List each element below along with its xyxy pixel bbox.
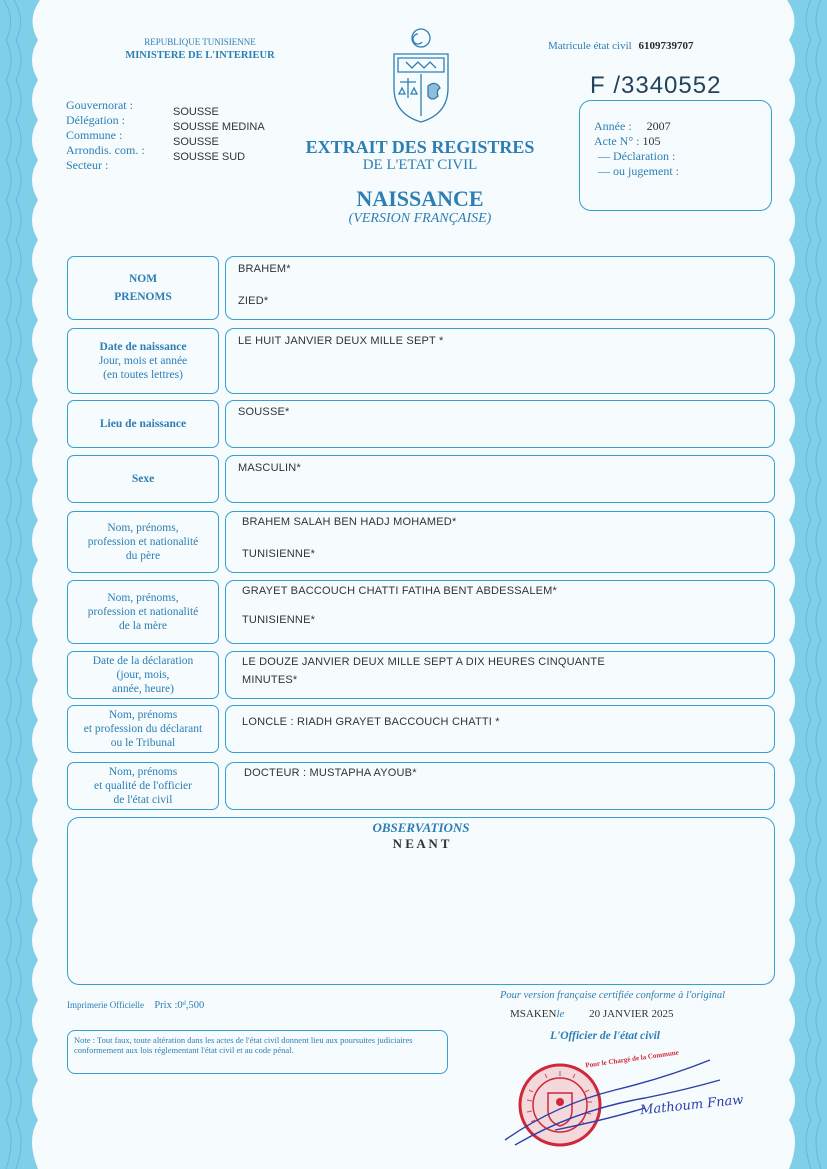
admin-values: [173, 105, 265, 165]
date-value: LE HUIT JANVIER DEUX MILLE SEPT *: [238, 335, 444, 347]
sexe-label-box: [67, 455, 219, 503]
title-line1: EXTRAIT DES REGISTRES: [305, 137, 535, 157]
mere-label-box: [67, 580, 219, 644]
nom-label: NOM: [128, 273, 158, 285]
certification-date: 20 JANVIER 2025: [589, 1008, 674, 1020]
declarant-label-2: et profession du déclarant: [83, 723, 203, 735]
acte-value: 105: [642, 134, 661, 148]
pere-label-1: Nom, prénoms,: [107, 522, 179, 534]
declarant-label-3: ou le Tribunal: [110, 737, 176, 749]
sexe-value-box: [225, 455, 775, 503]
lieu-value: SOUSSE*: [238, 406, 290, 418]
right-decorative-border: [787, 0, 827, 1169]
pere-value-2: TUNISIENNE*: [242, 548, 316, 560]
mere-label-3: de la mère: [119, 620, 167, 632]
annee-label: Année :: [594, 119, 632, 133]
officier-label-2: et qualité de l'officier: [94, 780, 192, 792]
declaration-label: — Déclaration :: [598, 149, 676, 163]
annee-value: 2007: [646, 119, 671, 133]
admin-labels: [66, 98, 145, 173]
observations-title: OBSERVATIONS: [372, 820, 470, 835]
delegation-value: SOUSSE MEDINA: [173, 121, 265, 133]
date-naissance-label: [67, 328, 219, 394]
nom-prenoms-value: [225, 256, 775, 320]
sexe-label: Sexe: [131, 473, 155, 485]
pere-label-box: [67, 511, 219, 573]
document-title: [280, 137, 560, 227]
matricule-value: 6109739707: [638, 40, 694, 52]
officier-label-box: [67, 762, 219, 810]
title-main: NAISSANCE: [356, 186, 484, 211]
republic-label: REPUBLIQUE TUNISIENNE: [144, 37, 256, 47]
prix-label: Prix :0ᵈ,500: [154, 1000, 205, 1011]
signature-text: Mathoum Fnaw: [639, 1092, 745, 1119]
header-ministry: [100, 36, 300, 62]
officier-label-3: de l'état civil: [113, 794, 173, 806]
decl-value-2: MINUTES*: [242, 674, 298, 686]
declarant-value: LONCLE : RIADH GRAYET BACCOUCH CHATTI *: [242, 716, 500, 728]
observations-value: N E A N T: [392, 836, 450, 851]
title-version: (VERSION FRANÇAISE): [348, 211, 492, 226]
date-label-2: Jour, mois et année: [98, 355, 188, 367]
pere-value-1: BRAHEM SALAH BEN HADJ MOHAMED*: [242, 516, 457, 528]
gouvernorat-value: SOUSSE: [173, 106, 219, 118]
lieu-naissance-value: [225, 400, 775, 448]
lieu-naissance-label: [67, 400, 219, 448]
commune-value: SOUSSE: [173, 136, 219, 148]
delegation-label: Délégation :: [66, 113, 125, 127]
nom-value: BRAHEM*: [238, 263, 291, 275]
le-label: le: [556, 1008, 565, 1020]
date-naissance-value: [225, 328, 775, 394]
mere-value-box: [225, 580, 775, 644]
acte-box: [579, 100, 772, 211]
mere-value-1: GRAYET BACCOUCH CHATTI FATIHA BENT ABDESSALEM*: [242, 585, 558, 597]
footer-printing: [67, 1000, 204, 1011]
decl-label-3: année, heure): [112, 683, 174, 695]
officier-value-box: [225, 762, 775, 810]
sexe-value: MASCULIN*: [238, 462, 301, 474]
matricule-label: Matricule état civil: [548, 40, 632, 52]
mere-label-2: profession et nationalité: [87, 606, 199, 618]
declarant-value-box: [225, 705, 775, 753]
left-decorative-border: [0, 0, 40, 1169]
declarant-label-1: Nom, prénoms: [108, 709, 178, 721]
commune-label: Commune :: [66, 128, 123, 142]
officier-value: DOCTEUR : MUSTAPHA AYOUB*: [244, 767, 417, 779]
mere-value-2: TUNISIENNE*: [242, 614, 316, 626]
stamp-text: Pour le Chargé de la Commune: [584, 1048, 680, 1070]
officer-title: L'Officier de l'état civil: [550, 1030, 660, 1042]
officier-label-1: Nom, prénoms: [108, 766, 178, 778]
observations-box: [67, 817, 775, 985]
imprimerie-label: Imprimerie Officielle: [67, 1000, 145, 1010]
mere-label-1: Nom, prénoms,: [107, 592, 179, 604]
legal-note: Note : Tout faux, toute altération dans les actes de l'état civil donnent lieu aux poursuites judiciaires conformement aux lois réglementant l'état civil et au code pénal.: [67, 1030, 448, 1074]
certified-label: Pour version française certifiée conforme à l'original: [500, 990, 726, 1001]
decl-value-1: LE DOUZE JANVIER DEUX MILLE SEPT A DIX HEURES CINQUANTE: [242, 656, 605, 668]
decl-label-2: (jour, mois,: [116, 669, 170, 681]
title-line2: DE L'ETAT CIVIL: [362, 157, 478, 173]
arrondis-label: Arrondis. com. :: [66, 143, 145, 157]
prenoms-label: PRENOMS: [114, 291, 172, 303]
nom-prenoms-label: [67, 256, 219, 320]
gouvernorat-label: Gouvernorat :: [66, 98, 133, 112]
serial-number: F /3340552: [590, 72, 722, 99]
declaration-date-value-box: [225, 651, 775, 699]
coat-of-arms-icon: [386, 26, 456, 126]
declarant-label-box: [67, 705, 219, 753]
date-label-1: Date de naissance: [99, 341, 187, 353]
pere-value-box: [225, 511, 775, 573]
jugement-label: — ou jugement :: [598, 164, 679, 178]
prenoms-value: ZIED*: [238, 295, 269, 307]
decl-label-1: Date de la déclaration: [92, 655, 194, 667]
pere-label-2: profession et nationalité: [87, 536, 199, 548]
footer-place-date: [510, 1008, 674, 1020]
secteur-label: Secteur :: [66, 158, 109, 172]
arrondis-value: SOUSSE SUD: [173, 151, 246, 163]
ministry-label: MINISTERE DE L'INTERIEUR: [125, 50, 275, 61]
pere-label-3: du père: [125, 550, 161, 562]
date-label-3: (en toutes lettres): [103, 369, 183, 381]
place-value: MSAKEN: [510, 1008, 557, 1020]
declaration-date-label-box: [67, 651, 219, 699]
acte-label: Acte N° :: [594, 134, 640, 148]
lieu-label: Lieu de naissance: [99, 418, 187, 430]
matricule: [548, 40, 693, 52]
